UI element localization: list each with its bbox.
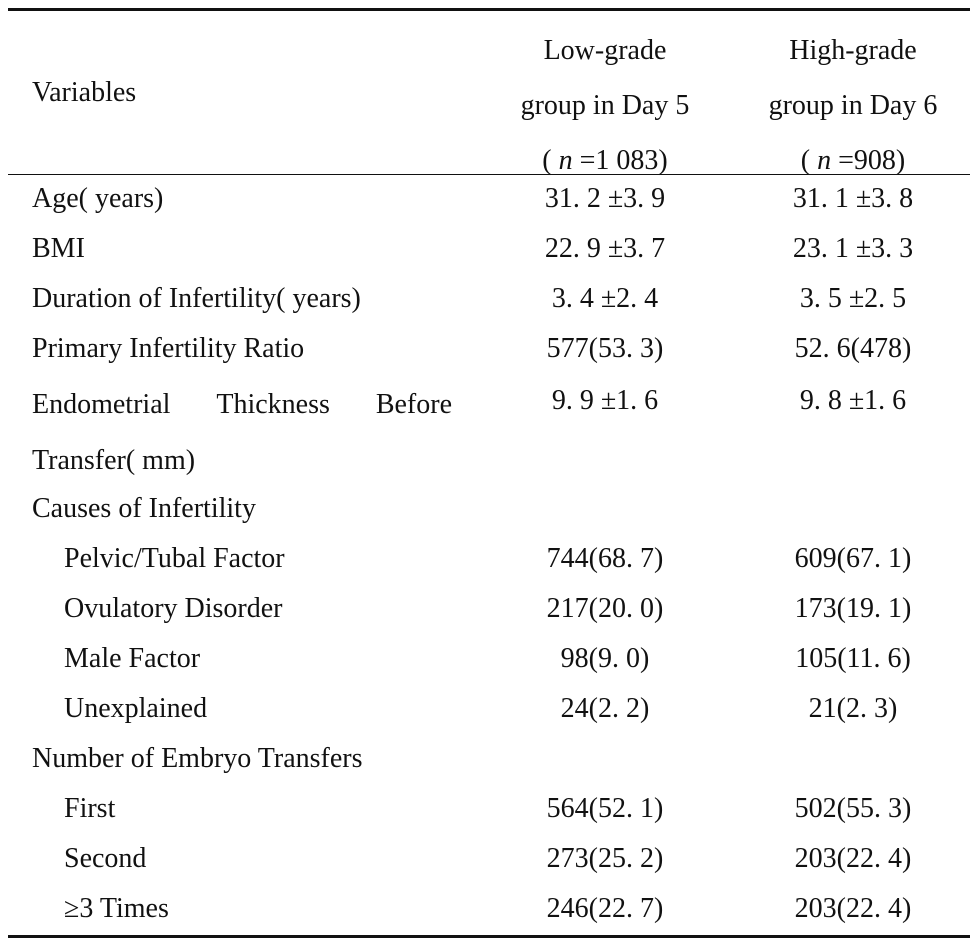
table-row	[8, 685, 970, 735]
row-section-label: Causes of Infertility	[32, 493, 256, 524]
header-g1-n-open: (	[542, 145, 559, 176]
table-bottom-rule	[8, 935, 970, 938]
table-row	[8, 325, 970, 375]
row-value-low-grade: 9. 9 ±1. 6	[551, 385, 659, 416]
header-g1-n-var: n	[558, 145, 573, 176]
row-value-high-grade: 502(55. 3)	[794, 793, 912, 824]
row-label: Primary Infertility Ratio	[32, 333, 305, 364]
row-label: Age( years)	[32, 183, 164, 214]
row-value-high-grade: 52. 6(478)	[794, 333, 912, 364]
row-label: Second	[64, 843, 147, 874]
table-row	[8, 585, 970, 635]
row-label-word: Endometrial	[32, 389, 171, 420]
table-body	[8, 175, 970, 935]
row-label: ≥3 Times	[64, 893, 169, 924]
row-value-low-grade: 577(53. 3)	[546, 333, 664, 364]
header-g1-line2: group in Day 5	[520, 90, 690, 121]
row-label-line2: Transfer( mm)	[32, 445, 196, 476]
row-value-high-grade: 609(67. 1)	[794, 543, 912, 574]
row-value-high-grade: 203(22. 4)	[794, 843, 912, 874]
row-value-high-grade: 23. 1 ±3. 3	[792, 233, 914, 264]
row-value-high-grade: 105(11. 6)	[795, 643, 911, 674]
header-variables: Variables	[32, 77, 137, 108]
header-g2-n-var: n	[817, 145, 832, 176]
table-row	[8, 735, 970, 785]
baseline-characteristics-table	[8, 8, 970, 938]
table-row	[8, 785, 970, 835]
row-value-high-grade: 203(22. 4)	[794, 893, 912, 924]
row-label-word: Before	[375, 389, 452, 420]
table-row	[8, 175, 970, 225]
row-label: Male Factor	[64, 643, 201, 674]
row-label-line1	[32, 377, 452, 433]
row-label: BMI	[32, 233, 85, 264]
header-high-grade-group	[738, 23, 968, 188]
header-g2-line2: group in Day 6	[768, 90, 938, 121]
row-label-word: Thickness	[216, 389, 330, 420]
row-label: Unexplained	[64, 693, 208, 724]
header-g1-n-value: =1 083)	[572, 145, 668, 176]
row-label: Ovulatory Disorder	[64, 593, 283, 624]
table-row	[8, 485, 970, 535]
row-value-high-grade: 21(2. 3)	[808, 693, 898, 724]
row-label: First	[64, 793, 116, 824]
table-row	[8, 635, 970, 685]
row-value-high-grade: 3. 5 ±2. 5	[799, 283, 907, 314]
header-g2-n-value: =908)	[831, 145, 906, 176]
row-label: Pelvic/Tubal Factor	[64, 543, 285, 574]
row-value-high-grade: 173(19. 1)	[794, 593, 912, 624]
row-value-low-grade: 217(20. 0)	[546, 593, 664, 624]
row-value-low-grade: 22. 9 ±3. 7	[544, 233, 666, 264]
row-value-low-grade: 273(25. 2)	[546, 843, 664, 874]
header-g1-line1: Low-grade	[543, 35, 667, 66]
table-row	[8, 535, 970, 585]
row-value-low-grade: 564(52. 1)	[546, 793, 664, 824]
row-value-low-grade: 24(2. 2)	[560, 693, 650, 724]
table-row	[8, 375, 970, 485]
header-g2-line1: High-grade	[789, 35, 917, 66]
row-value-low-grade: 246(22. 7)	[546, 893, 664, 924]
table-header	[8, 11, 970, 174]
row-label: Duration of Infertility( years)	[32, 283, 361, 314]
row-value-low-grade: 98(9. 0)	[560, 643, 650, 674]
row-section-label: Number of Embryo Transfers	[32, 743, 363, 774]
table-row	[8, 225, 970, 275]
row-label	[32, 377, 452, 489]
row-value-high-grade: 9. 8 ±1. 6	[799, 385, 907, 416]
table-row	[8, 275, 970, 325]
table-row	[8, 885, 970, 935]
table-row	[8, 835, 970, 885]
header-g2-n-open: (	[800, 145, 818, 176]
row-value-high-grade: 31. 1 ±3. 8	[792, 183, 914, 214]
row-value-low-grade: 3. 4 ±2. 4	[551, 283, 659, 314]
row-value-low-grade: 744(68. 7)	[546, 543, 664, 574]
header-low-grade-group	[490, 23, 720, 188]
row-value-low-grade: 31. 2 ±3. 9	[544, 183, 666, 214]
